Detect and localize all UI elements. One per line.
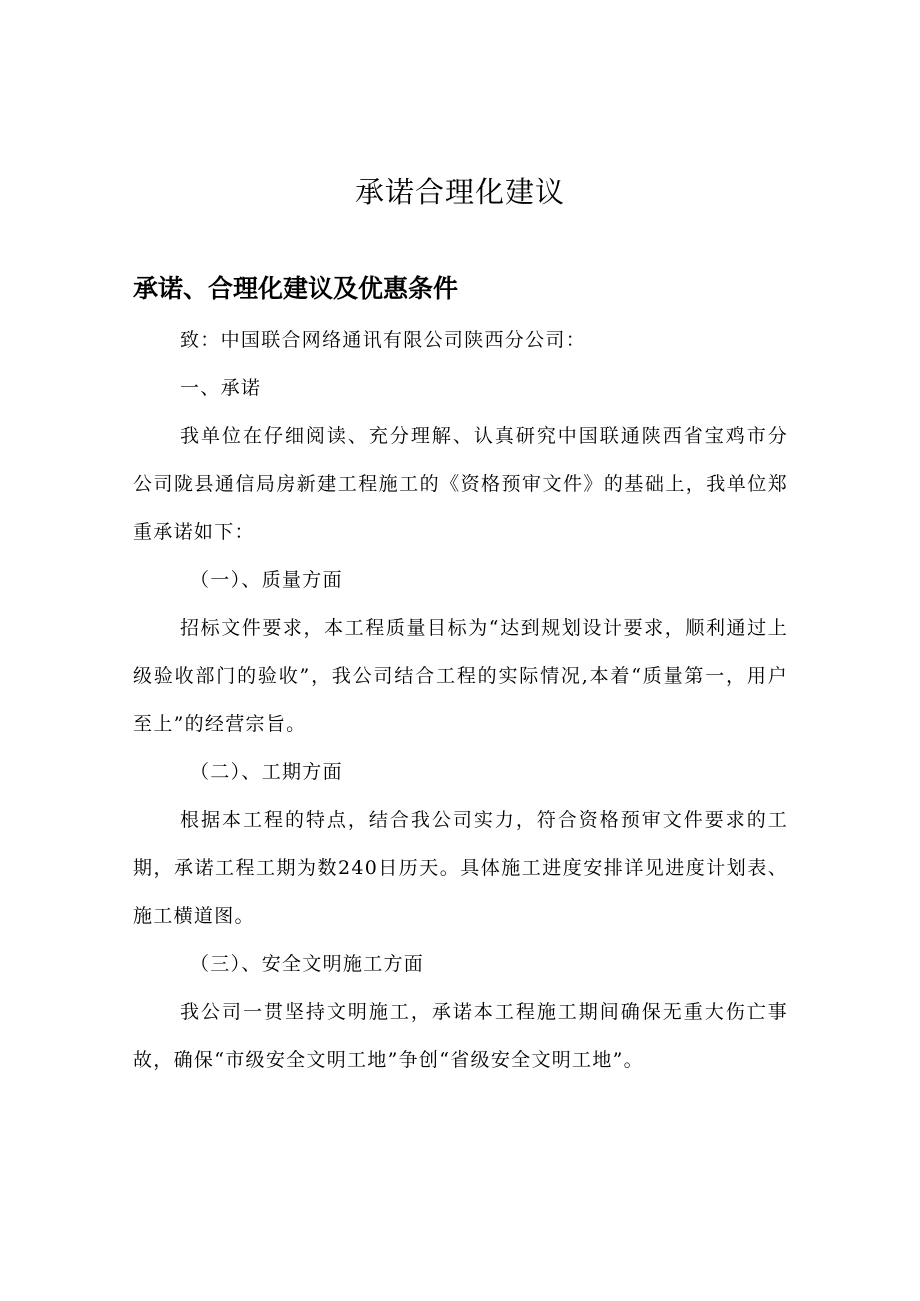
- safety-paragraph: 我公司一贯坚持文明施工，承诺本工程施工期间确保无重大伤亡事故，确保“市级安全文明工地”争创“省级安全文明工地”。: [133, 1001, 788, 1071]
- document-body: [133, 316, 788, 1084]
- addressee-line: 致：中国联合网络通讯有限公司陕西分公司：: [180, 329, 587, 351]
- commitment-heading: 一、承诺: [180, 377, 262, 399]
- schedule-subheading: （二）、工期方面: [190, 761, 343, 783]
- quality-subheading: （一）、质量方面: [190, 569, 343, 591]
- document-title: 承诺合理化建议: [354, 175, 565, 209]
- section-heading: 承诺、合理化建议及优惠条件: [133, 274, 459, 303]
- schedule-paragraph: 根据本工程的特点，结合我公司实力，符合资格预审文件要求的工期，承诺工程工期为数240日历天。具体施工进度安排详见进度计划表、施工横道图。: [133, 809, 788, 927]
- safety-subheading: （三）、安全文明施工方面: [190, 953, 425, 975]
- intro-paragraph: 我单位在仔细阅读、充分理解、认真研究中国联通陕西省宝鸡市分公司陇县通信局房新建工程施工的《资格预审文件》的基础上，我单位郑重承诺如下：: [133, 425, 788, 543]
- quality-paragraph: 招标文件要求，本工程质量目标为“达到规划设计要求，顺利通过上级验收部门的验收”，我公司结合工程的实际情况,本着“质量第一，用户至上”的经营宗旨。: [133, 617, 788, 735]
